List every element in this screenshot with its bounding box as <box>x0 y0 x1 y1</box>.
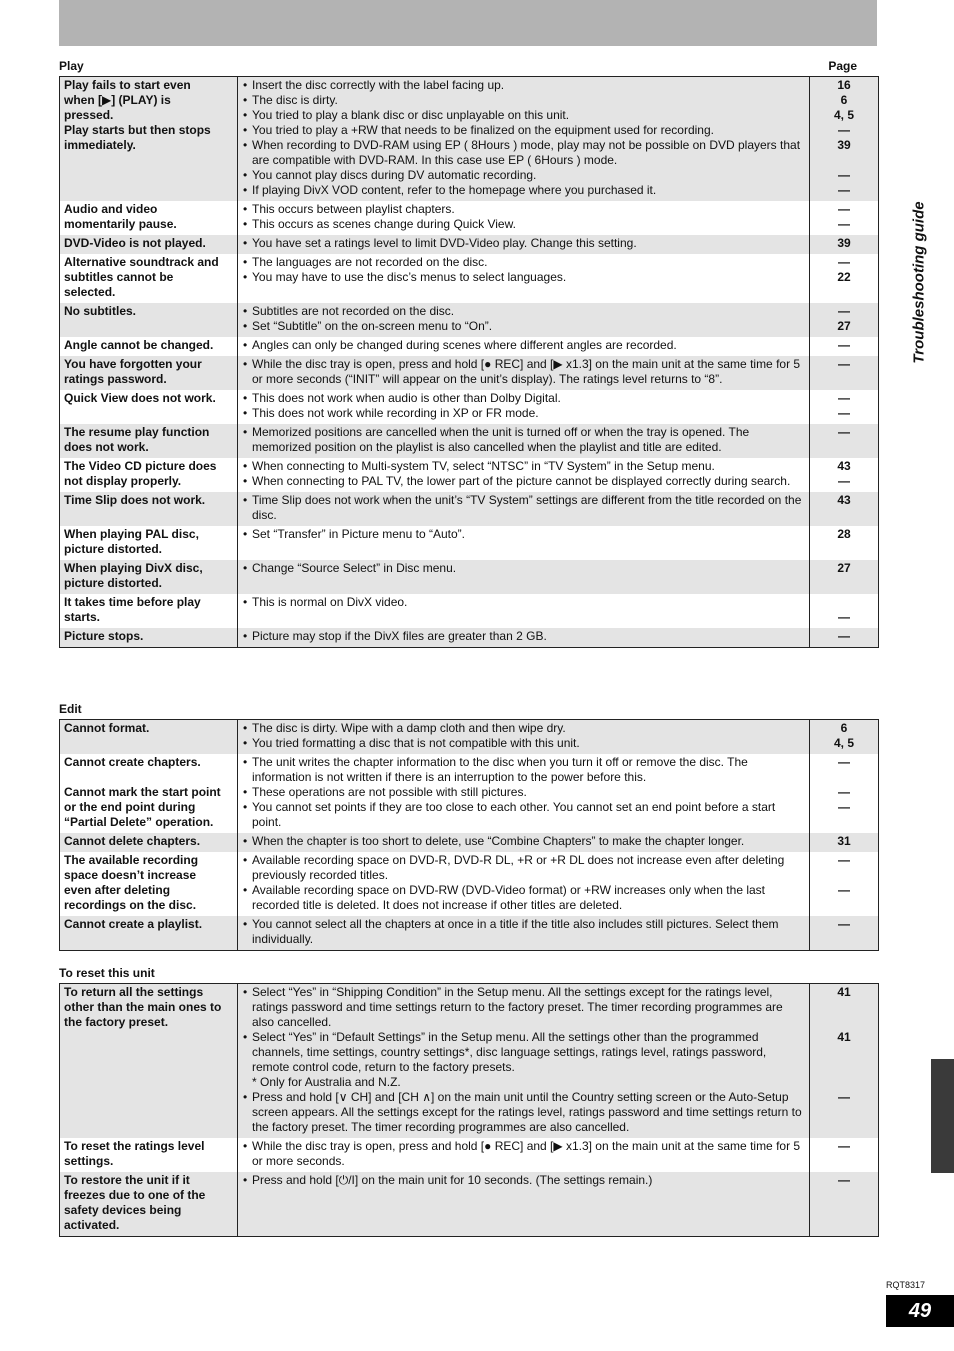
cause-cell <box>238 852 810 916</box>
problem-text: Quick View does not work. <box>64 391 216 405</box>
cause-item: • The languages are not recorded on the disc. <box>243 255 805 270</box>
problem-text: safety devices being <box>64 1203 182 1217</box>
table-row <box>60 754 879 833</box>
page-ref: — <box>838 610 850 624</box>
problem-text: Alternative soundtrack and <box>64 255 219 269</box>
page-ref: — <box>838 304 850 318</box>
problem-cell <box>60 356 238 390</box>
footnote: * Only for Australia and N.Z. <box>252 1075 401 1089</box>
problem-cell <box>60 77 238 202</box>
cause-item: • Select “Yes” in “Shipping Condition” in the Setup menu. All the settings except for the ratings level, ratings password and time settings return to the factory preset. The timer recording programmes are also cancelled. <box>243 985 805 1030</box>
table-row <box>60 458 879 492</box>
page-ref: — <box>838 755 850 769</box>
page-column-header: Page <box>828 59 857 73</box>
page-ref <box>814 868 874 883</box>
cause-item: • The unit writes the chapter information to the disc when you turn it off or remove the disc. The information is not written if there is an interruption to the power before this. <box>243 755 805 785</box>
page-cell <box>810 77 879 202</box>
problem-text: Cannot create a playlist. <box>64 917 203 931</box>
page-cell <box>810 560 879 594</box>
problem-text: Time Slip does not work. <box>64 493 206 507</box>
problem-cell <box>60 254 238 303</box>
page-cell <box>810 254 879 303</box>
page-cell <box>810 458 879 492</box>
cause-item: • Press and hold [∨ CH] and [CH ∧] on the main unit until the Country setting screen or the Auto-Setup screen appears. All the settings except for the ratings level, ratings password and time settings return to the factory preset. The timer recording programmes are also cancelled. <box>243 1090 805 1135</box>
problem-text: starts. <box>64 610 101 624</box>
page-cell <box>810 1172 879 1237</box>
page-ref: 43 <box>837 459 851 473</box>
cause-item: • This is normal on DivX video. <box>243 595 805 610</box>
page-ref: 6 <box>840 93 848 107</box>
cause-item: • When the chapter is too short to delete, use “Combine Chapters” to make the chapter longer. <box>243 834 805 849</box>
document-code: RQT8317 <box>886 1280 926 1290</box>
cause-cell <box>238 424 810 458</box>
page-ref: — <box>838 1139 850 1153</box>
page-ref: 27 <box>837 561 851 575</box>
cause-item: • Select “Yes” in “Default Settings” in the Setup menu. All the settings other than the programmed channels, time settings, country settings*, disc language settings, ratings level, ratings password, remote control code, return to the factory presets. <box>243 1030 805 1075</box>
problem-cell <box>60 628 238 648</box>
page-cell <box>810 424 879 458</box>
page-cell <box>810 720 879 755</box>
problem-cell <box>60 833 238 852</box>
section-heading-reset: To reset this unit <box>59 966 155 980</box>
problem-text: You have forgotten your <box>64 357 202 371</box>
problem-text: Audio and video <box>64 202 158 216</box>
table-row <box>60 1172 879 1237</box>
cause-item: • Set “Transfer” in Picture menu to “Auto”. <box>243 527 805 542</box>
page-ref: 16 <box>837 78 851 92</box>
cause-item: • You may have to use the disc’s menus to select languages. <box>243 270 805 285</box>
table-row <box>60 424 879 458</box>
problem-cell <box>60 720 238 755</box>
cause-cell <box>238 526 810 560</box>
page-ref <box>814 595 874 610</box>
page-ref: 39 <box>837 236 851 250</box>
page-cell <box>810 852 879 916</box>
section-heading-play: Play Page <box>59 59 857 73</box>
cause-cell <box>238 754 810 833</box>
header-bar <box>59 0 877 46</box>
cause-cell <box>238 303 810 337</box>
cause-item: • You cannot play discs during DV automatic recording. <box>243 168 805 183</box>
page-cell <box>810 984 879 1139</box>
page-ref: 28 <box>837 527 851 541</box>
problem-text: The Video CD picture does <box>64 459 217 473</box>
page-ref: — <box>838 123 850 137</box>
cause-cell <box>238 560 810 594</box>
problem-text: selected. <box>64 285 116 299</box>
problem-text: or the end point during <box>64 800 196 814</box>
table-row <box>60 560 879 594</box>
page-ref: — <box>838 202 850 216</box>
table-row <box>60 720 879 755</box>
page-ref: — <box>838 357 850 371</box>
cause-item: • You have set a ratings level to limit DVD-Video play. Change this setting. <box>243 236 805 251</box>
table-row <box>60 77 879 202</box>
cause-cell <box>238 356 810 390</box>
cause-item: • When connecting to Multi-system TV, select “NTSC” in “TV System” in the Setup menu. <box>243 459 805 474</box>
cause-item: • Memorized positions are cancelled when the unit is turned off or when the tray is opened. The memorized position on the playlist is also cancelled when the playlist and title are edited. <box>243 425 805 455</box>
problem-text: momentarily pause. <box>64 217 177 231</box>
cause-item: • This does not work when audio is other than Dolby Digital. <box>243 391 805 406</box>
page-number: 49 <box>886 1295 954 1327</box>
page-ref <box>814 770 874 785</box>
problem-text: Picture stops. <box>64 629 144 643</box>
cause-cell <box>238 833 810 852</box>
problem-text: subtitles cannot be <box>64 270 174 284</box>
problem-text: No subtitles. <box>64 304 137 318</box>
page-ref <box>814 1045 874 1060</box>
table-row <box>60 1138 879 1172</box>
problem-text <box>64 770 233 785</box>
section-heading-edit: Edit <box>59 702 82 716</box>
page-cell <box>810 754 879 833</box>
page-ref <box>814 1015 874 1030</box>
page-ref: — <box>838 406 850 420</box>
page-cell <box>810 390 879 424</box>
problem-text: Play starts but then stops <box>64 123 211 137</box>
table-row <box>60 337 879 356</box>
cause-item: • Available recording space on DVD-RW (DVD-Video format) or +RW increases only when the last recorded title is deleted. It does not increase if other titles are deleted. <box>243 883 805 913</box>
problem-text: “Partial Delete” operation. <box>64 815 214 829</box>
problem-text: The available recording <box>64 853 199 867</box>
problem-cell <box>60 560 238 594</box>
cause-item: • While the disc tray is open, press and hold [● REC] and [▶ x1.3] on the main unit at the same time for 5 or more seconds (“INIT” will appear on the unit’s display). The ratings level returns to “8”. <box>243 357 805 387</box>
page-cell <box>810 201 879 235</box>
cause-item: • This occurs between playlist chapters. <box>243 202 805 217</box>
page-ref: 22 <box>837 270 851 284</box>
problem-text: When playing DivX disc, <box>64 561 203 575</box>
page-ref: — <box>838 217 850 231</box>
page-ref: — <box>838 425 850 439</box>
cause-item: • While the disc tray is open, press and hold [● REC] and [▶ x1.3] on the main unit at the same time for 5 or more seconds. <box>243 1139 805 1169</box>
cause-item: • The disc is dirty. <box>243 93 805 108</box>
cause-cell <box>238 1172 810 1237</box>
page-cell <box>810 594 879 628</box>
problem-text: even after deleting <box>64 883 171 897</box>
problem-text: settings. <box>64 1154 114 1168</box>
problem-text: does not work. <box>64 440 149 454</box>
problem-text: ratings password. <box>64 372 167 386</box>
table-row <box>60 254 879 303</box>
table-row <box>60 852 879 916</box>
edit-table <box>59 719 879 951</box>
table-row <box>60 984 879 1139</box>
problem-text: DVD-Video is not played. <box>64 236 206 250</box>
cause-cell <box>238 720 810 755</box>
page-ref: 39 <box>837 138 851 152</box>
page-ref: 43 <box>837 493 851 507</box>
problem-text: The resume play function <box>64 425 210 439</box>
problem-cell <box>60 390 238 424</box>
page-ref: 6 <box>840 721 848 735</box>
page-ref: — <box>838 1173 850 1187</box>
problem-text: To return all the settings <box>64 985 204 999</box>
cause-item: • Set “Subtitle” on the on-screen menu to “On”. <box>243 319 805 334</box>
reset-table <box>59 983 879 1237</box>
cause-item: • Available recording space on DVD-R, DVD-R DL, +R or +R DL does not increase even after deleting previously recorded titles. <box>243 853 805 883</box>
cause-cell <box>238 628 810 648</box>
cause-item: • Insert the disc correctly with the label facing up. <box>243 78 805 93</box>
page-ref: — <box>838 391 850 405</box>
page-ref <box>814 1075 874 1090</box>
page-ref: — <box>838 800 850 814</box>
cause-cell <box>238 492 810 526</box>
table-row <box>60 356 879 390</box>
problem-cell <box>60 458 238 492</box>
table-row <box>60 526 879 560</box>
page-ref: — <box>838 785 850 799</box>
cause-item: • When recording to DVD-RAM using EP ( 8Hours ) mode, play may not be possible on DVD players that are compatible with DVD-RAM. In this case use EP ( 6Hours ) mode. <box>243 138 805 168</box>
problem-text: activated. <box>64 1218 120 1232</box>
cause-cell <box>238 916 810 951</box>
page-ref: 41 <box>837 1030 851 1044</box>
page-ref: — <box>838 629 850 643</box>
cause-item: • These operations are not possible with still pictures. <box>243 785 805 800</box>
cause-cell <box>238 594 810 628</box>
problem-cell <box>60 916 238 951</box>
side-title: Troubleshooting guide <box>910 201 928 364</box>
table-row <box>60 201 879 235</box>
section-tab <box>931 1059 954 1173</box>
cause-cell <box>238 201 810 235</box>
cause-item: • This does not work while recording in XP or FR mode. <box>243 406 805 421</box>
page-cell <box>810 337 879 356</box>
page-ref: 4, 5 <box>833 108 854 122</box>
page-ref: — <box>838 917 850 931</box>
page-ref <box>814 1060 874 1075</box>
problem-cell <box>60 492 238 526</box>
page-cell <box>810 916 879 951</box>
table-row <box>60 390 879 424</box>
problem-cell <box>60 594 238 628</box>
cause-item: • When connecting to PAL TV, the lower part of the picture cannot be displayed correctly during search. <box>243 474 805 489</box>
cause-cell <box>238 390 810 424</box>
cause-item: • Time Slip does not work when the unit’s “TV System” settings are different from the title recorded on the disc. <box>243 493 805 523</box>
problem-text: Cannot create chapters. <box>64 755 201 769</box>
problem-cell <box>60 754 238 833</box>
cause-item: • Subtitles are not recorded on the disc. <box>243 304 805 319</box>
cause-cell <box>238 458 810 492</box>
problem-text: recordings on the disc. <box>64 898 197 912</box>
cause-item: • Angles can only be changed during scenes where different angles are recorded. <box>243 338 805 353</box>
page-cell <box>810 833 879 852</box>
cause-cell <box>238 1138 810 1172</box>
cause-cell <box>238 337 810 356</box>
problem-text: When playing PAL disc, <box>64 527 199 541</box>
page-ref: — <box>838 474 850 488</box>
problem-cell <box>60 852 238 916</box>
page-ref: — <box>838 1090 850 1104</box>
problem-text: It takes time before play <box>64 595 201 609</box>
cause-item: • You tried to play a blank disc or disc unplayable on this unit. <box>243 108 805 123</box>
problem-cell <box>60 424 238 458</box>
cause-cell <box>238 254 810 303</box>
problem-cell <box>60 337 238 356</box>
page-cell <box>810 356 879 390</box>
problem-text: other than the main ones to <box>64 1000 222 1014</box>
cause-item: • Picture may stop if the DivX files are greater than 2 GB. <box>243 629 805 644</box>
cause-item: • You cannot set points if they are too close to each other. You cannot set an end point before a start point. <box>243 800 805 830</box>
page-ref: — <box>838 255 850 269</box>
problem-text: Cannot delete chapters. <box>64 834 201 848</box>
play-table <box>59 76 879 648</box>
cause-item: • Press and hold [⏻/I] on the main unit for 10 seconds. (The settings remain.) <box>243 1173 805 1188</box>
problem-cell <box>60 526 238 560</box>
page-ref: — <box>838 338 850 352</box>
problem-text: Cannot mark the start point <box>64 785 221 799</box>
page-cell <box>810 303 879 337</box>
cause-item: • You cannot select all the chapters at once in a title if the title also includes still pictures. Select them individually. <box>243 917 805 947</box>
problem-text: Play fails to start even <box>64 78 191 92</box>
problem-text: the factory preset. <box>64 1015 169 1029</box>
table-row <box>60 628 879 648</box>
problem-cell <box>60 984 238 1139</box>
problem-text: Angle cannot be changed. <box>64 338 214 352</box>
problem-cell <box>60 1172 238 1237</box>
problem-text: not display properly. <box>64 474 182 488</box>
problem-text: when [▶] (PLAY) is <box>64 93 171 107</box>
page-ref <box>814 153 874 168</box>
table-row <box>60 833 879 852</box>
problem-text: Cannot format. <box>64 721 150 735</box>
cause-item: • This occurs as scenes change during Quick View. <box>243 217 805 232</box>
page-cell <box>810 492 879 526</box>
problem-text: immediately. <box>64 138 136 152</box>
problem-text: space doesn’t increase <box>64 868 197 882</box>
page-cell <box>810 628 879 648</box>
table-row <box>60 235 879 254</box>
cause-item: • Change “Source Select” in Disc menu. <box>243 561 805 576</box>
problem-text: To restore the unit if it <box>64 1173 190 1187</box>
page-cell <box>810 235 879 254</box>
page-ref: — <box>838 168 850 182</box>
page-ref <box>814 1000 874 1015</box>
page-ref: 27 <box>837 319 851 333</box>
problem-cell <box>60 235 238 254</box>
cause-cell <box>238 77 810 202</box>
table-row <box>60 492 879 526</box>
problem-text: freezes due to one of the <box>64 1188 206 1202</box>
cause-item: • If playing DivX VOD content, refer to the homepage where you purchased it. <box>243 183 805 198</box>
problem-text: picture distorted. <box>64 542 163 556</box>
table-row <box>60 916 879 951</box>
cause-item: • You tried formatting a disc that is not compatible with this unit. <box>243 736 805 751</box>
problem-cell <box>60 201 238 235</box>
table-row <box>60 303 879 337</box>
cause-cell <box>238 235 810 254</box>
problem-text: picture distorted. <box>64 576 163 590</box>
page-ref: — <box>838 883 850 897</box>
cause-cell <box>238 984 810 1139</box>
page-ref: — <box>838 853 850 867</box>
problem-cell <box>60 1138 238 1172</box>
page-ref: 4, 5 <box>833 736 854 750</box>
cause-item: • You tried to play a +RW that needs to be finalized on the equipment used for recording. <box>243 123 805 138</box>
page-cell <box>810 1138 879 1172</box>
problem-cell <box>60 303 238 337</box>
page-cell <box>810 526 879 560</box>
page-ref: 31 <box>837 834 851 848</box>
page-ref: — <box>838 183 850 197</box>
problem-text: pressed. <box>64 108 114 122</box>
page-ref: 41 <box>837 985 851 999</box>
cause-item: • The disc is dirty. Wipe with a damp cloth and then wipe dry. <box>243 721 805 736</box>
table-row <box>60 594 879 628</box>
problem-text: To reset the ratings level <box>64 1139 205 1153</box>
